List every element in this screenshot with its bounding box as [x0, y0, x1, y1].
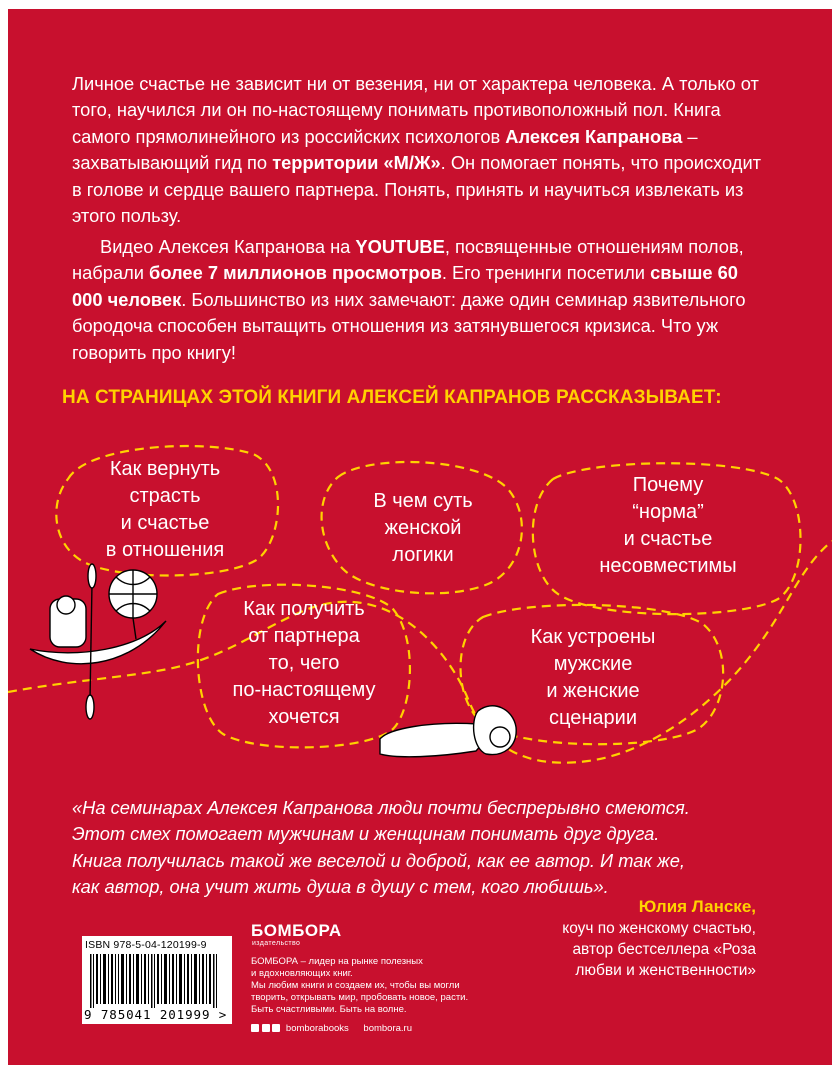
quote-author: Юлия Ланске, [638, 897, 756, 916]
author-name: Алексея Капранова [505, 125, 683, 147]
attendees-highlight: свыше 60 000 человек [72, 262, 738, 310]
publisher-logo: БОМБОРА [251, 921, 342, 940]
facebook-icon [251, 1024, 259, 1032]
intro-text: . Большинство из них замечают: даже один семинар язвительного бородоча способен вытащить отношения из затянувшегося кризиса. Что уж говорить про книгу! [72, 288, 746, 363]
social-icons [251, 1023, 280, 1034]
quote-line: как автор, она учит жить душа в душу с тем, кого любишь». [72, 876, 609, 898]
publisher-desc-line: Мы любим книги и создаем их, чтобы вы могли [251, 980, 460, 991]
topic-bubble-5 [488, 624, 698, 732]
publisher-description [251, 956, 511, 1016]
intro-text: . Он помогает понять, что происходит в голове и сердце вашего партнера. Понять, принять и научиться извлекать из этого пользу. [72, 152, 762, 227]
topic-line: несовместимы [599, 555, 737, 577]
topic-line: и счастье [120, 512, 210, 534]
publisher-desc-line: творить, открывать мир, пробовать новое, расти. [251, 992, 469, 1003]
publisher-site: bombora.ru [363, 1023, 413, 1034]
publisher-desc-line: БОМБОРА – лидер на рынке полезных [251, 956, 423, 967]
topic-line: и счастье [623, 528, 713, 550]
topic-bubble-2 [333, 488, 513, 569]
section-heading: НА СТРАНИЦАХ ЭТОЙ КНИГИ АЛЕКСЕЙ КАПРАНОВ РАССКАЗЫВАЕТ: [62, 387, 722, 408]
ok-icon [272, 1024, 280, 1032]
author-role: автор бестселлера «Роза [572, 941, 756, 958]
topic-bubble-4 [204, 596, 404, 731]
quote-line: Этот смех помогает мужчинам и женщинам понимать друг друга. [72, 823, 660, 845]
intro-text: – захватывающий гид по [72, 125, 698, 174]
author-role: коуч по женскому счастью, [562, 920, 756, 937]
barcode-box [82, 936, 232, 1024]
boat-illustration [30, 564, 166, 719]
topic-line: и женские [546, 680, 640, 702]
views-highlight: более 7 миллионов просмотров [149, 262, 442, 284]
isbn-number: ISBN 978-5-04-120199-9 [85, 939, 207, 951]
topic-line: “норма” [632, 501, 704, 523]
publisher-desc-line: Быть счастливыми. Быть на волне. [251, 1004, 407, 1015]
territory-highlight: территории «М/Ж» [272, 152, 441, 174]
publisher-desc-line: и вдохновляющих книг. [251, 968, 353, 979]
topic-line: женской [384, 517, 462, 539]
testimonial-quote [72, 795, 792, 901]
topic-line: Как вернуть [109, 458, 221, 480]
quote-line: Книга получилась такой же веселой и доброй, как ее автор. И так же, [72, 849, 685, 871]
author-role: любви и женственности» [575, 962, 756, 979]
publisher-sub: издательство [252, 940, 301, 947]
topic-line: то, чего [268, 652, 340, 674]
publisher-footer [251, 1023, 412, 1034]
barcode-digits: 9 785041 201999 > [84, 1007, 228, 1022]
testimonial-signature [488, 896, 756, 981]
topic-bubble-3 [558, 472, 778, 580]
topic-bubble-1 [70, 456, 260, 564]
intro-text: . Его тренинги посетили [441, 262, 651, 284]
topic-line: Как получить [243, 598, 365, 620]
vk-icon [262, 1024, 270, 1032]
quote-line: «На семинарах Алексея Капранова люди почти беспрерывно смеются. [72, 797, 690, 818]
intro-text: Видео Алексея Капранова на [100, 236, 356, 257]
topic-line: в отношения [105, 539, 225, 561]
topic-line: Почему [632, 474, 704, 496]
intro-text: , посвященные отношениям полов, набрали [72, 236, 744, 284]
topic-line: логики [392, 544, 454, 566]
topic-line: по-настоящему [232, 679, 376, 701]
publisher-social: bomborabooks [285, 1023, 349, 1034]
topic-line: хочется [268, 706, 340, 728]
topic-line: страсть [129, 485, 201, 507]
topic-line: от партнера [248, 625, 360, 647]
youtube-highlight: YOUTUBE [355, 236, 445, 257]
topic-line: В чем суть [373, 490, 473, 512]
topic-line: сценарии [549, 707, 637, 729]
intro-text: Личное счастье не зависит ни от везения, ни от характера человека. А только от того, научился ли он по-настоящему понимать противоположный пол. Книга самого прямолинейного из российских психологов [72, 73, 759, 147]
topic-line: мужские [553, 653, 633, 675]
back-cover [8, 9, 832, 1065]
topic-line: Как устроены [530, 626, 656, 648]
